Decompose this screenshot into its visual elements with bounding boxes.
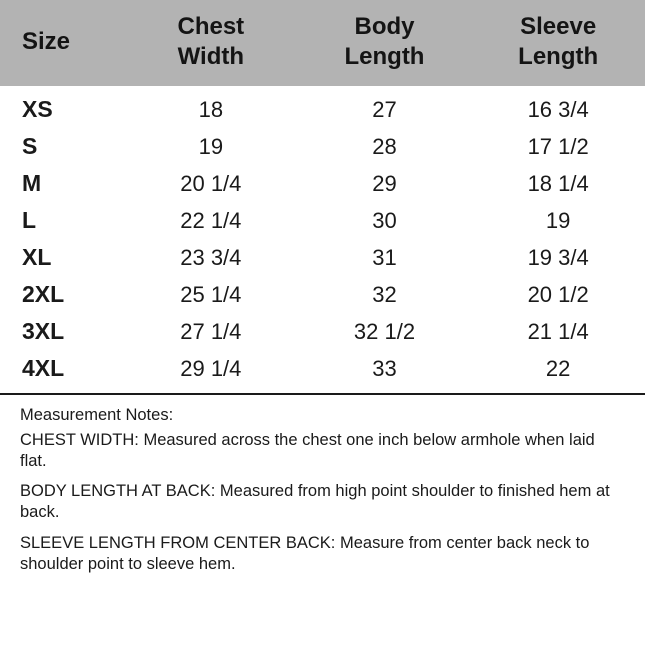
cell-sleeve-length: 20 1/2 — [527, 281, 589, 307]
cell-size: S — [22, 133, 38, 159]
cell-chest-width: 23 3/4 — [180, 244, 242, 270]
cell-size: 4XL — [22, 355, 65, 381]
column-header-sleeve-length — [471, 0, 645, 86]
table-body — [0, 86, 645, 387]
table-row — [0, 313, 645, 350]
cell-body-length: 30 — [372, 207, 397, 233]
cell-sleeve-length: 19 3/4 — [527, 244, 589, 270]
table-row — [0, 239, 645, 276]
cell-sleeve-length: 17 1/2 — [527, 133, 589, 159]
cell-chest-width: 18 — [198, 96, 224, 122]
column-header-body-length — [298, 0, 472, 86]
cell-body-length: 29 — [372, 170, 397, 196]
column-header-chest-width-line-1: Chest — [177, 13, 245, 40]
note-body-length — [20, 481, 625, 523]
cell-chest-width: 29 1/4 — [180, 355, 242, 381]
column-header-chest-width — [124, 0, 298, 86]
column-header-chest-width-line-2: Width — [177, 43, 245, 70]
note-sleeve-length — [20, 533, 625, 575]
cell-chest-width: 20 1/4 — [180, 170, 242, 196]
cell-sleeve-length: 19 — [545, 207, 571, 233]
cell-sleeve-length: 16 3/4 — [527, 96, 589, 122]
measurement-notes — [0, 395, 645, 575]
column-header-sleeve-length-line-2: Length — [518, 43, 599, 70]
cell-chest-width: 25 1/4 — [180, 281, 242, 307]
cell-body-length: 28 — [372, 133, 397, 159]
cell-size: L — [22, 207, 37, 233]
note-body-length-label: BODY LENGTH AT BACK: — [20, 482, 216, 501]
cell-chest-width: 27 1/4 — [180, 318, 242, 344]
cell-body-length: 31 — [372, 244, 397, 270]
table-row — [0, 202, 645, 239]
cell-sleeve-length: 22 — [545, 355, 571, 381]
table-row — [0, 128, 645, 165]
cell-body-length: 33 — [372, 355, 397, 381]
cell-sleeve-length: 21 1/4 — [527, 318, 589, 344]
cell-size: XL — [22, 244, 52, 270]
note-chest-width — [20, 430, 625, 472]
note-chest-width-text: Measured across the chest one inch below armhole when laid flat. — [20, 431, 595, 471]
cell-size: 2XL — [22, 281, 65, 307]
cell-size: M — [22, 170, 42, 196]
cell-sleeve-length: 18 1/4 — [527, 170, 589, 196]
table-header-row — [0, 0, 645, 86]
cell-size: XS — [22, 96, 53, 122]
note-sleeve-length-label: SLEEVE LENGTH FROM CENTER BACK: — [20, 533, 336, 552]
cell-body-length: 27 — [372, 96, 397, 122]
table-header — [0, 0, 645, 86]
note-sleeve-length-text: Measure from center back neck to shoulder point to sleeve hem. — [20, 533, 590, 573]
table-row — [0, 86, 645, 128]
column-header-size-line-1: Size — [22, 28, 71, 55]
cell-body-length: 32 — [372, 281, 397, 307]
cell-size: 3XL — [22, 318, 65, 344]
table-row — [0, 350, 645, 387]
cell-body-length: 32 1/2 — [353, 318, 416, 344]
cell-chest-width: 19 — [198, 133, 224, 159]
notes-heading: Measurement Notes: — [20, 406, 174, 424]
table-row — [0, 276, 645, 313]
column-header-size — [0, 0, 124, 86]
column-header-sleeve-length-line-1: Sleeve — [520, 13, 597, 40]
column-header-body-length-line-2: Length — [344, 43, 425, 70]
column-header-body-length-line-1: Body — [354, 13, 415, 40]
cell-chest-width: 22 1/4 — [180, 207, 242, 233]
note-chest-width-label: CHEST WIDTH: — [20, 431, 139, 450]
note-body-length-text: Measured from high point shoulder to finished hem at back. — [20, 482, 610, 522]
table-row — [0, 165, 645, 202]
